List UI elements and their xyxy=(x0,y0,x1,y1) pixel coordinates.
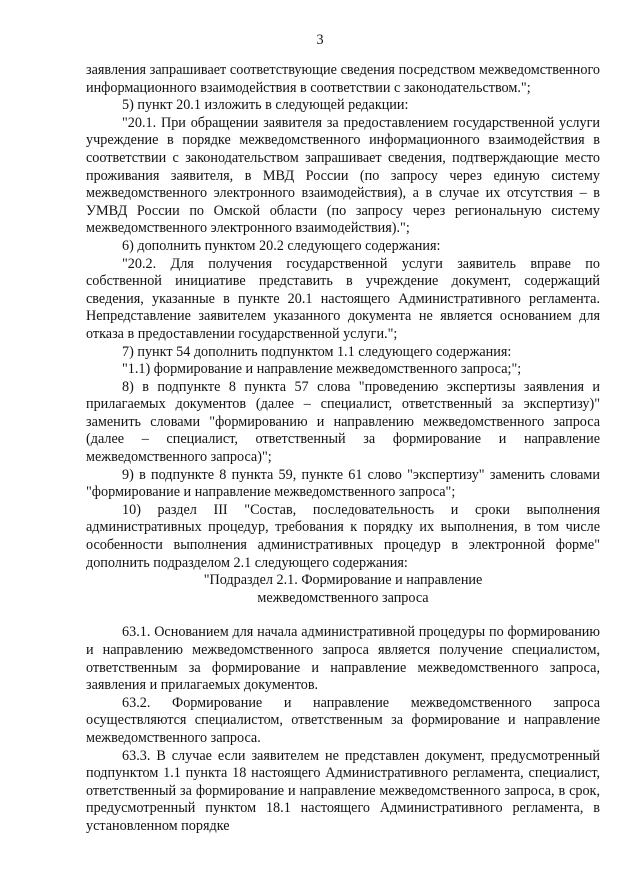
clause-20-1: "20.1. При обращении заявителя за предоставлением государственной услуги учреждение в порядке межведомственного информационного взаимодействия в соответствии с законодательством запрашивает сведения, подтверждающие место проживания заявителя, в МВД России (по запросу через единую систему межведомственного электронного взаимодействия), а в случае их отсутствия – в УМВД России по Омской области (по запросу через региональную систему межведомственного электронного взаимодействия)."; xyxy=(86,114,600,237)
page-number: 3 xyxy=(316,32,324,48)
amendment-item-9: 9) в подпункте 8 пункта 59, пункте 61 слово "экспертизу" заменить словами "формирование и направление межведомственного запроса"; xyxy=(86,466,600,501)
amendment-item-5: 5) пункт 20.1 изложить в следующей редакции: xyxy=(122,97,409,114)
amendment-item-7: 7) пункт 54 дополнить подпунктом 1.1 следующего содержания: xyxy=(122,343,512,360)
subclause-1-1: "1.1) формирование и направление межведомственного запроса;"; xyxy=(122,361,522,378)
heading-spacer xyxy=(86,607,600,624)
clause-63-1: 63.1. Основанием для начала административной процедуры по формированию и направлению межведомственного запроса является получение специалистом, ответственным за формирование и направление межведомственного запроса, заявления и прилагаемых документов. xyxy=(86,624,600,694)
paragraph-continuation: заявления запрашивает соответствующие сведения посредством межведомственного информационного взаимодействия в соответствии с законодательством."; xyxy=(86,62,600,96)
amendment-item-6: 6) дополнить пунктом 20.2 следующего содержания: xyxy=(122,237,441,254)
document-body xyxy=(86,62,600,836)
subsection-heading-line-2: межведомственного запроса xyxy=(257,589,429,606)
amendment-item-8: 8) в подпункте 8 пункта 57 слова "проведению экспертизы заявления и прилагаемых документов (далее – специалист, ответственный за экспертизу)" заменить словами "формированию и направлению межведомственного запроса (далее – специалист, ответственный за формирование и направление межведомственного запроса)"; xyxy=(86,378,600,466)
clause-63-2: 63.2. Формирование и направление межведомственного запроса осуществляются специалистом, ответственным за формирование и направление межведомственного запроса. xyxy=(86,694,600,746)
clause-20-2: "20.2. Для получения государственной услуги заявитель вправе по собственной инициативе представить в учреждение документ, содержащий сведения, указанные в пункте 20.1 настоящего Административного регламента. Непредставление заявителем указанного документа не является основанием для отказа в предоставлении государственной услуги."; xyxy=(86,255,600,342)
subsection-heading-line-1: "Подраздел 2.1. Формирование и направление xyxy=(203,572,483,589)
amendment-item-10: 10) раздел III "Состав, последовательность и сроки выполнения административных процедур, требования к порядку их выполнения, в том числе особенности выполнения административных процедур в электронной форме" дополнить подразделом 2.1 следующего содержания: xyxy=(86,501,600,571)
clause-63-3: 63.3. В случае если заявителем не представлен документ, предусмотренный подпунктом 1.1 пункта 18 настоящего Административного регламента, специалист, ответственный за формирование и направление межведомственного запроса, в срок, предусмотренный пунктом 18.1 настоящего Административного регламента, в установленном порядке xyxy=(86,747,600,834)
